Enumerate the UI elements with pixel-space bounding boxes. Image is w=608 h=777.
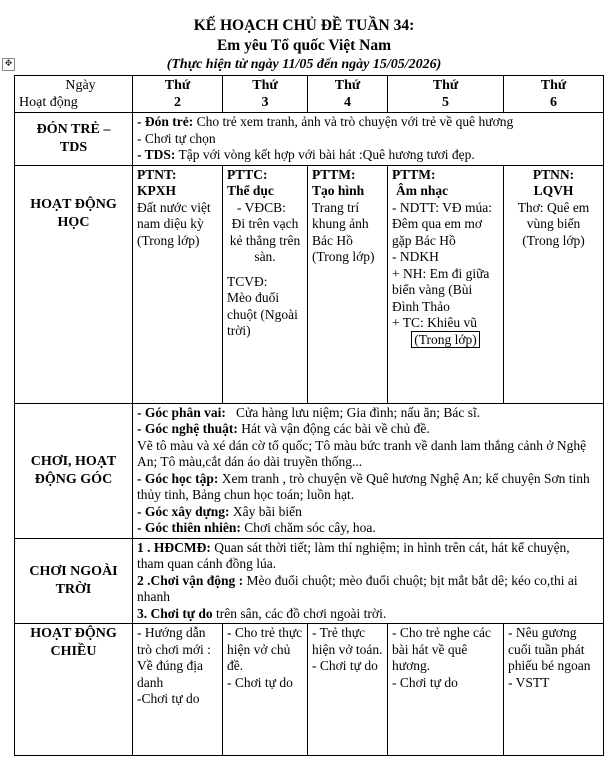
hoc-friday: PTNN: LQVH Thơ: Quê em vùng biển (Trong lớp) — [504, 165, 604, 403]
hoc-tuesday: PTTC: Thể dục - VĐCB: Đi trên vạch kẻ thẳng trên sàn. TCVĐ: Mèo đuổi chuột (Ngoài trời) — [223, 165, 308, 403]
header-monday: Thứ 2 — [133, 76, 223, 113]
chieu-friday: - Nêu gương cuối tuần phát phiếu bé ngoan - VSTT — [504, 624, 604, 756]
don-tre-label: ĐÓN TRẺ – TDS — [15, 113, 133, 166]
ngoai-troi-row — [15, 538, 604, 624]
chieu-thursday: - Cho trẻ nghe các bài hát về quê hương. - Chơi tự do — [388, 624, 504, 756]
plan-theme: Em yêu Tổ quốc Việt Nam — [216, 37, 392, 54]
don-tre-row — [15, 113, 604, 166]
chieu-tuesday: - Cho trẻ thực hiện vở chủ đề. - Chơi tự do — [223, 624, 308, 756]
hoc-wednesday: PTTM: Tạo hình Trang trí khung ảnh Bác Hồ (Trong lớp) — [308, 165, 388, 403]
header-friday: Thứ 6 — [504, 76, 604, 113]
don-tre-content: - Đón trẻ: Cho trẻ xem tranh, ảnh và trò chuyện với trẻ về quê hương - Chơi tự chọn - TDS: Tập với vòng kết hợp với bài hát :Quê hương tươi đẹp. — [133, 113, 604, 166]
hoat-dong-hoc-row — [15, 165, 604, 403]
chieu-label: HOẠT ĐỘNG CHIỀU — [15, 624, 133, 756]
document-title — [0, 16, 608, 74]
header-tuesday: Thứ 3 — [223, 76, 308, 113]
choi-goc-label: CHƠI, HOẠT ĐỘNG GÓC — [15, 403, 133, 538]
hoat-dong-hoc-label: HOẠT ĐỘNG HỌC — [15, 165, 133, 403]
weekly-plan-table — [14, 75, 604, 756]
table-move-handle-icon[interactable]: ✥ — [2, 58, 15, 71]
header-row — [15, 76, 604, 113]
header-wednesday: Thứ 4 — [308, 76, 388, 113]
ngoai-troi-content: 1 . HĐCMĐ: Quan sát thời tiết; làm thí nghiệm; in hình trên cát, hát kể chuyện, tham quan cánh đồng lúa. 2 .Chơi vận động : Mèo đuổi chuột; mèo đuổi chuột; bịt mắt bắt dê; kéo co,thi ai nhanh 3. Chơi tự do trên sân, các đồ chơi ngoài trời. — [133, 538, 604, 624]
chieu-row — [15, 624, 604, 756]
text-cursor-selection: (Trong lớp) — [411, 331, 480, 348]
hoc-thursday: PTTM: Âm nhạc - NDTT: VĐ múa: Đêm qua em mơ gặp Bác Hồ - NDKH + NH: Em đi giữa biển vàng (Bùi Đình Thảo + TC: Khiêu vũ (Trong lớp) — [388, 165, 504, 403]
chieu-wednesday: - Trẻ thực hiện vở toán. - Chơi tự do — [308, 624, 388, 756]
chieu-monday: - Hướng dẫn trò chơi mới : Về đúng địa danh -Chơi tự do — [133, 624, 223, 756]
plan-date-range: (Thực hiện từ ngày 11/05 đến ngày 15/05/2026) — [166, 57, 442, 72]
choi-goc-content: - Góc phân vai: Cửa hàng lưu niệm; Gia đình; nấu ăn; Bác sĩ. - Góc nghệ thuật: Hát và vận động các bài về chủ đề. Vẽ tô màu và xé dán cờ tổ quốc; Tô màu bức tranh về danh lam thắng cảnh ở Nghệ An; Tô màu,cắt dán áo dài truyền thống... - Góc học tập: Xem tranh , trò chuyện về Quê hương Nghệ An; kể chuyện Sơn tinh thủy tinh, Bảng chun học toán; luồn hạt. - Góc xây dựng: Xây bãi biển - Góc thiên nhiên: Chơi chăm sóc cây, hoa. — [133, 403, 604, 538]
ngoai-troi-label: CHƠI NGOÀI TRỜI — [15, 538, 133, 624]
header-corner-cell — [15, 76, 133, 113]
plan-title: KẾ HOẠCH CHỦ ĐỀ TUẦN 34: — [193, 17, 415, 34]
choi-goc-row — [15, 403, 604, 538]
hoc-monday: PTNT: KPXH Đất nước việt nam diệu kỳ (Trong lớp) — [133, 165, 223, 403]
header-thursday: Thứ 5 — [388, 76, 504, 113]
header-activity-label: Hoạt động — [19, 95, 78, 110]
header-day-label: Ngày — [65, 78, 96, 93]
